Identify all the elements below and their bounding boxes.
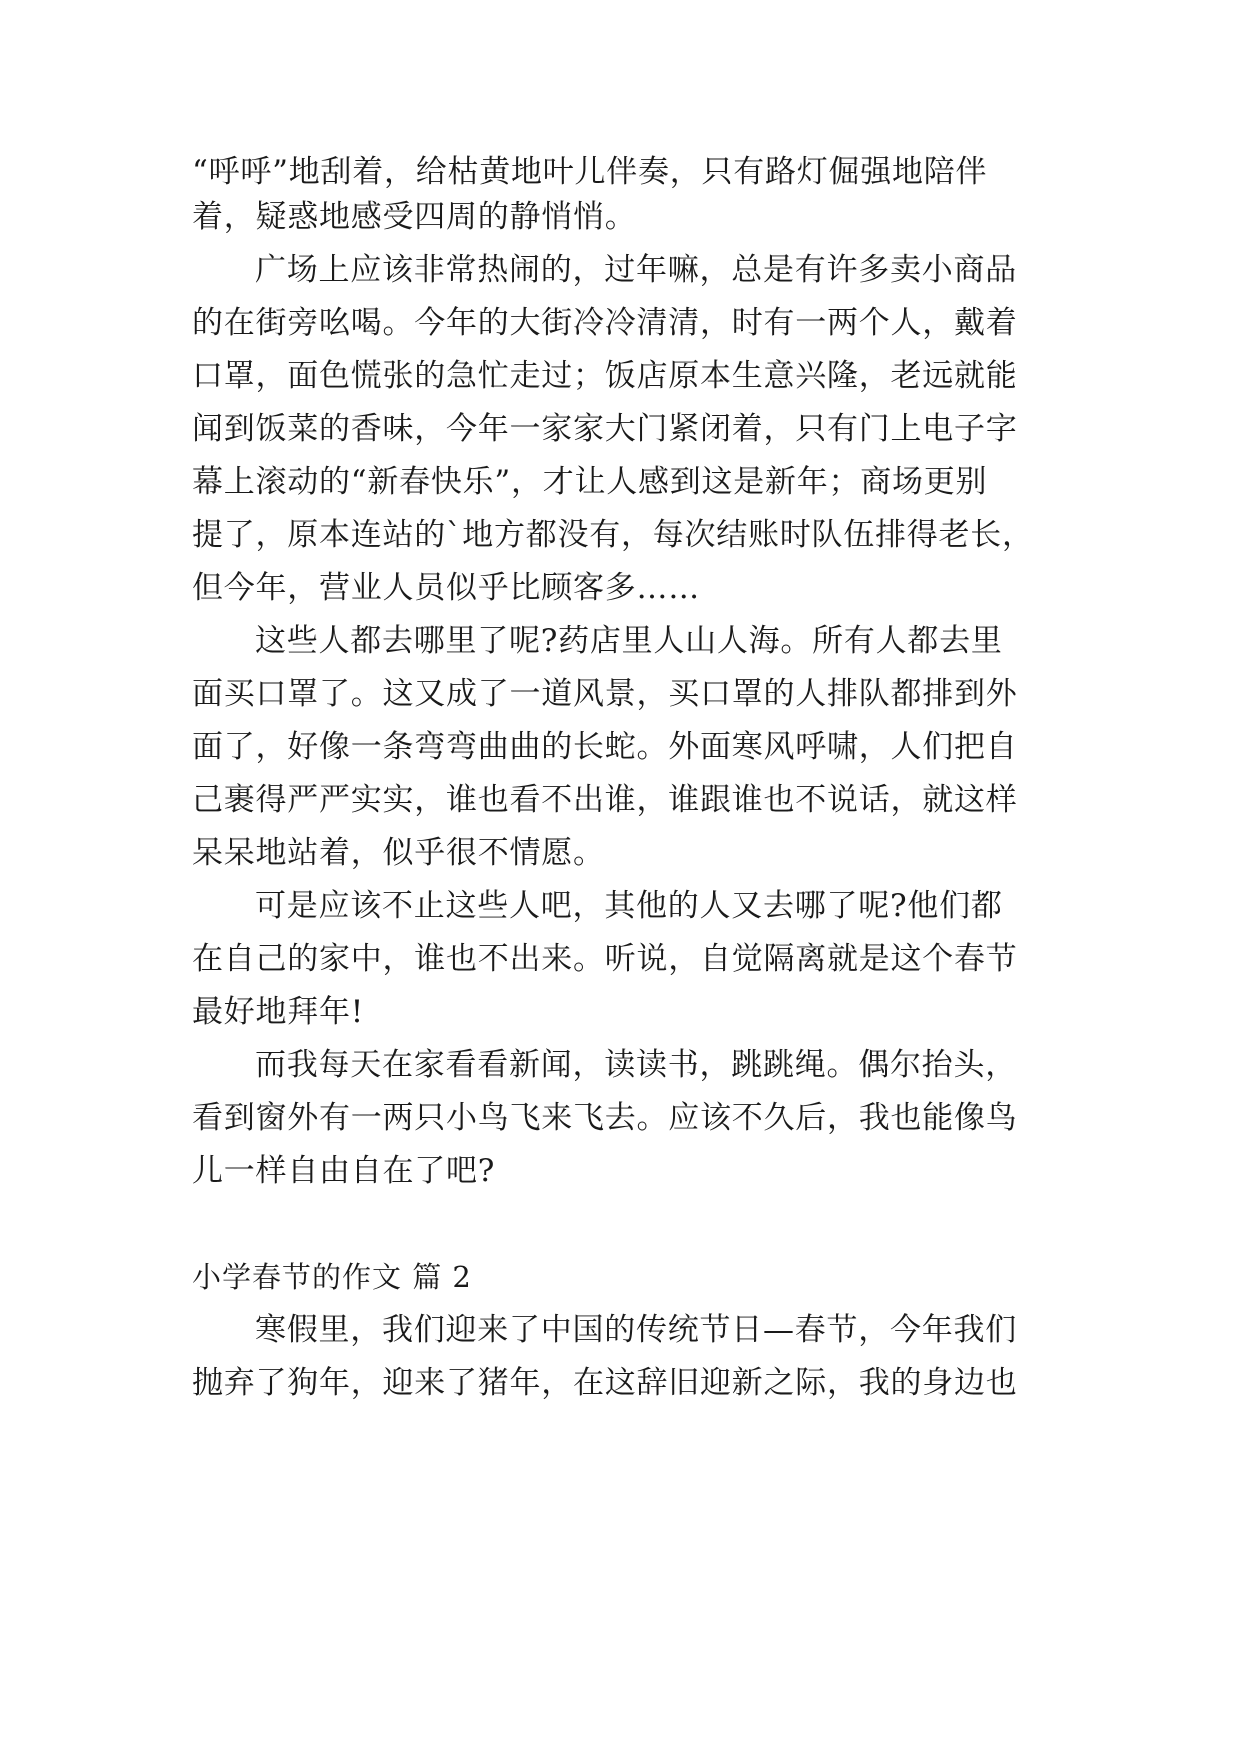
text-line: 在自己的家中，谁也不出来。听说，自觉隔离就是这个春节 bbox=[192, 941, 1018, 977]
text-line: 看到窗外有一两只小鸟飞来飞去。应该不久后，我也能像鸟 bbox=[192, 1100, 1018, 1136]
text-line: 广场上应该非常热闹的，过年嘛，总是有许多卖小商品 bbox=[255, 252, 1017, 288]
text-line: 的在街旁吆喝。今年的大街冷冷清清，时有一两个人，戴着 bbox=[192, 305, 1018, 341]
text-line: 这些人都去哪里了呢?药店里人山人海。所有人都去里 bbox=[255, 623, 1003, 659]
text-line: 闻到饭菜的香味，今年一家家大门紧闭着，只有门上电子字 bbox=[192, 411, 1018, 447]
text-line: 提了，原本连站的`地方都没有，每次结账时队伍排得老长， bbox=[192, 517, 1034, 553]
text-line: 抛弃了狗年，迎来了猪年，在这辞旧迎新之际，我的身边也 bbox=[192, 1365, 1018, 1401]
text-line: 最好地拜年! bbox=[192, 994, 364, 1030]
text-line: 可是应该不止这些人吧，其他的人又去哪了呢?他们都 bbox=[255, 888, 1003, 924]
text-line: 寒假里，我们迎来了中国的传统节日—春节，今年我们 bbox=[255, 1312, 1017, 1348]
text-line: 面买口罩了。这又成了一道风景，买口罩的人排队都排到外 bbox=[192, 676, 1018, 712]
text-line: 着，疑惑地感受四周的静悄悄。 bbox=[192, 199, 637, 235]
text-line: 己裹得严严实实，谁也看不出谁，谁跟谁也不说话，就这样 bbox=[192, 782, 1018, 818]
text-line: 面了，好像一条弯弯曲曲的长蛇。外面寒风呼啸，人们把自 bbox=[192, 729, 1018, 765]
text-line: 但今年，营业人员似乎比顾客多…… bbox=[192, 570, 700, 606]
text-line: 呆呆地站着，似乎很不情愿。 bbox=[192, 835, 605, 871]
section-heading: 小学春节的作文 篇 2 bbox=[192, 1260, 472, 1294]
text-line: 幕上滚动的“新春快乐”，才让人感到这是新年；商场更别 bbox=[192, 464, 988, 500]
text-line: “呼呼”地刮着，给枯黄地叶儿伴奏，只有路灯倔强地陪伴 bbox=[192, 154, 988, 190]
text-line: 儿一样自由自在了吧? bbox=[192, 1153, 496, 1189]
text-line: 而我每天在家看看新闻，读读书，跳跳绳。偶尔抬头， bbox=[255, 1047, 1017, 1083]
text-line: 口罩，面色慌张的急忙走过；饭店原本生意兴隆，老远就能 bbox=[192, 358, 1018, 394]
